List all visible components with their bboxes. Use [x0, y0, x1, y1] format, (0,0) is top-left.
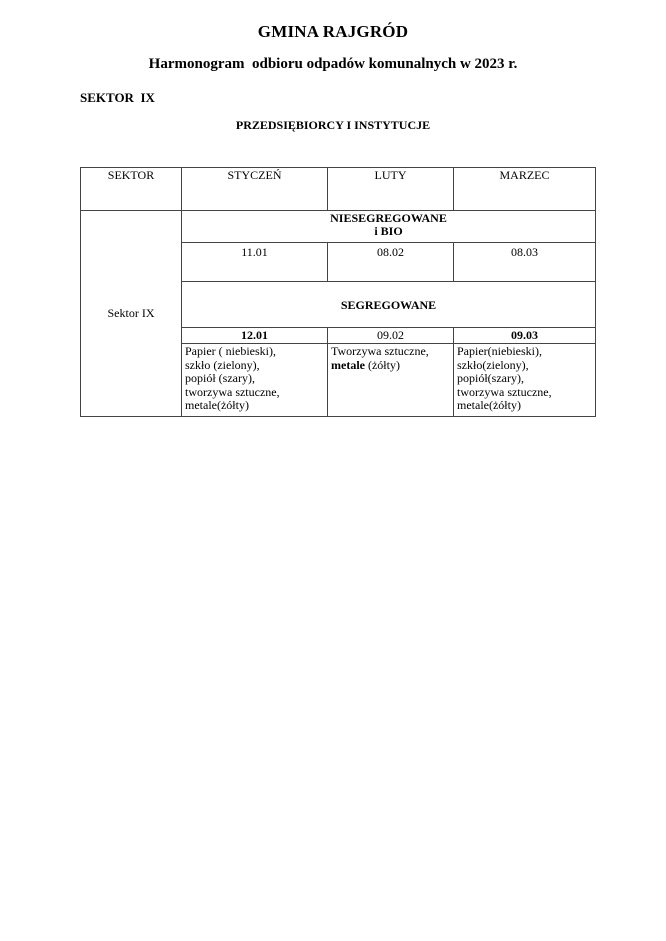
type-bold-metals: metale	[331, 357, 365, 372]
segregated-label: SEGREGOWANE	[182, 282, 596, 328]
types-february	[328, 344, 454, 417]
mixed-waste-label	[182, 211, 596, 243]
type-line: metale(żółty)	[185, 398, 249, 412]
header-january: STYCZEŃ	[182, 168, 328, 211]
header-february: LUTY	[328, 168, 454, 211]
type-line: Papier ( niebieski),	[185, 344, 276, 358]
type-line: Tworzywa sztuczne,	[331, 344, 429, 358]
header-march: MARZEC	[454, 168, 596, 211]
type-line: metale(żółty)	[457, 398, 521, 412]
type-line: Papier(niebieski),	[457, 344, 542, 358]
types-march	[454, 344, 596, 417]
sector-name-cell: Sektor IX	[81, 211, 182, 417]
type-line: tworzywa sztuczne,	[457, 384, 552, 399]
type-line: popiół(szary),	[457, 371, 524, 385]
type-line: szkło (zielony),	[185, 357, 260, 372]
schedule-table	[80, 167, 596, 417]
audience-heading: PRZEDSIĘBIORCY I INSTYTUCJE	[235, 118, 431, 132]
segregated-date-january: 12.01	[182, 328, 328, 344]
segregated-date-march: 09.03	[454, 328, 596, 344]
document-title: GMINA RAJGRÓD	[257, 22, 409, 41]
segregated-date-february: 09.02	[328, 328, 454, 344]
type-line: tworzywa sztuczne,	[185, 384, 280, 399]
type-yellow: (żółty)	[364, 357, 400, 372]
mixed-waste-label-line2: i BIO	[374, 224, 403, 238]
mixed-date-january: 11.01	[182, 243, 328, 282]
type-line: popiół (szary),	[185, 371, 255, 385]
type-line	[331, 359, 450, 373]
sector-label: SEKTOR IX	[80, 90, 155, 105]
mixed-date-march: 08.03	[454, 243, 596, 282]
type-line: szkło(zielony),	[457, 357, 529, 372]
mixed-waste-label-line1: NIESEGREGOWANE	[330, 211, 447, 225]
header-row	[81, 168, 596, 211]
types-january	[182, 344, 328, 417]
mixed-date-february: 08.02	[328, 243, 454, 282]
document-subtitle: Harmonogram odbioru odpadów komunalnych w 2023 r.	[148, 56, 518, 72]
header-sector: SEKTOR	[81, 168, 182, 211]
mixed-waste-label-row	[81, 211, 596, 243]
